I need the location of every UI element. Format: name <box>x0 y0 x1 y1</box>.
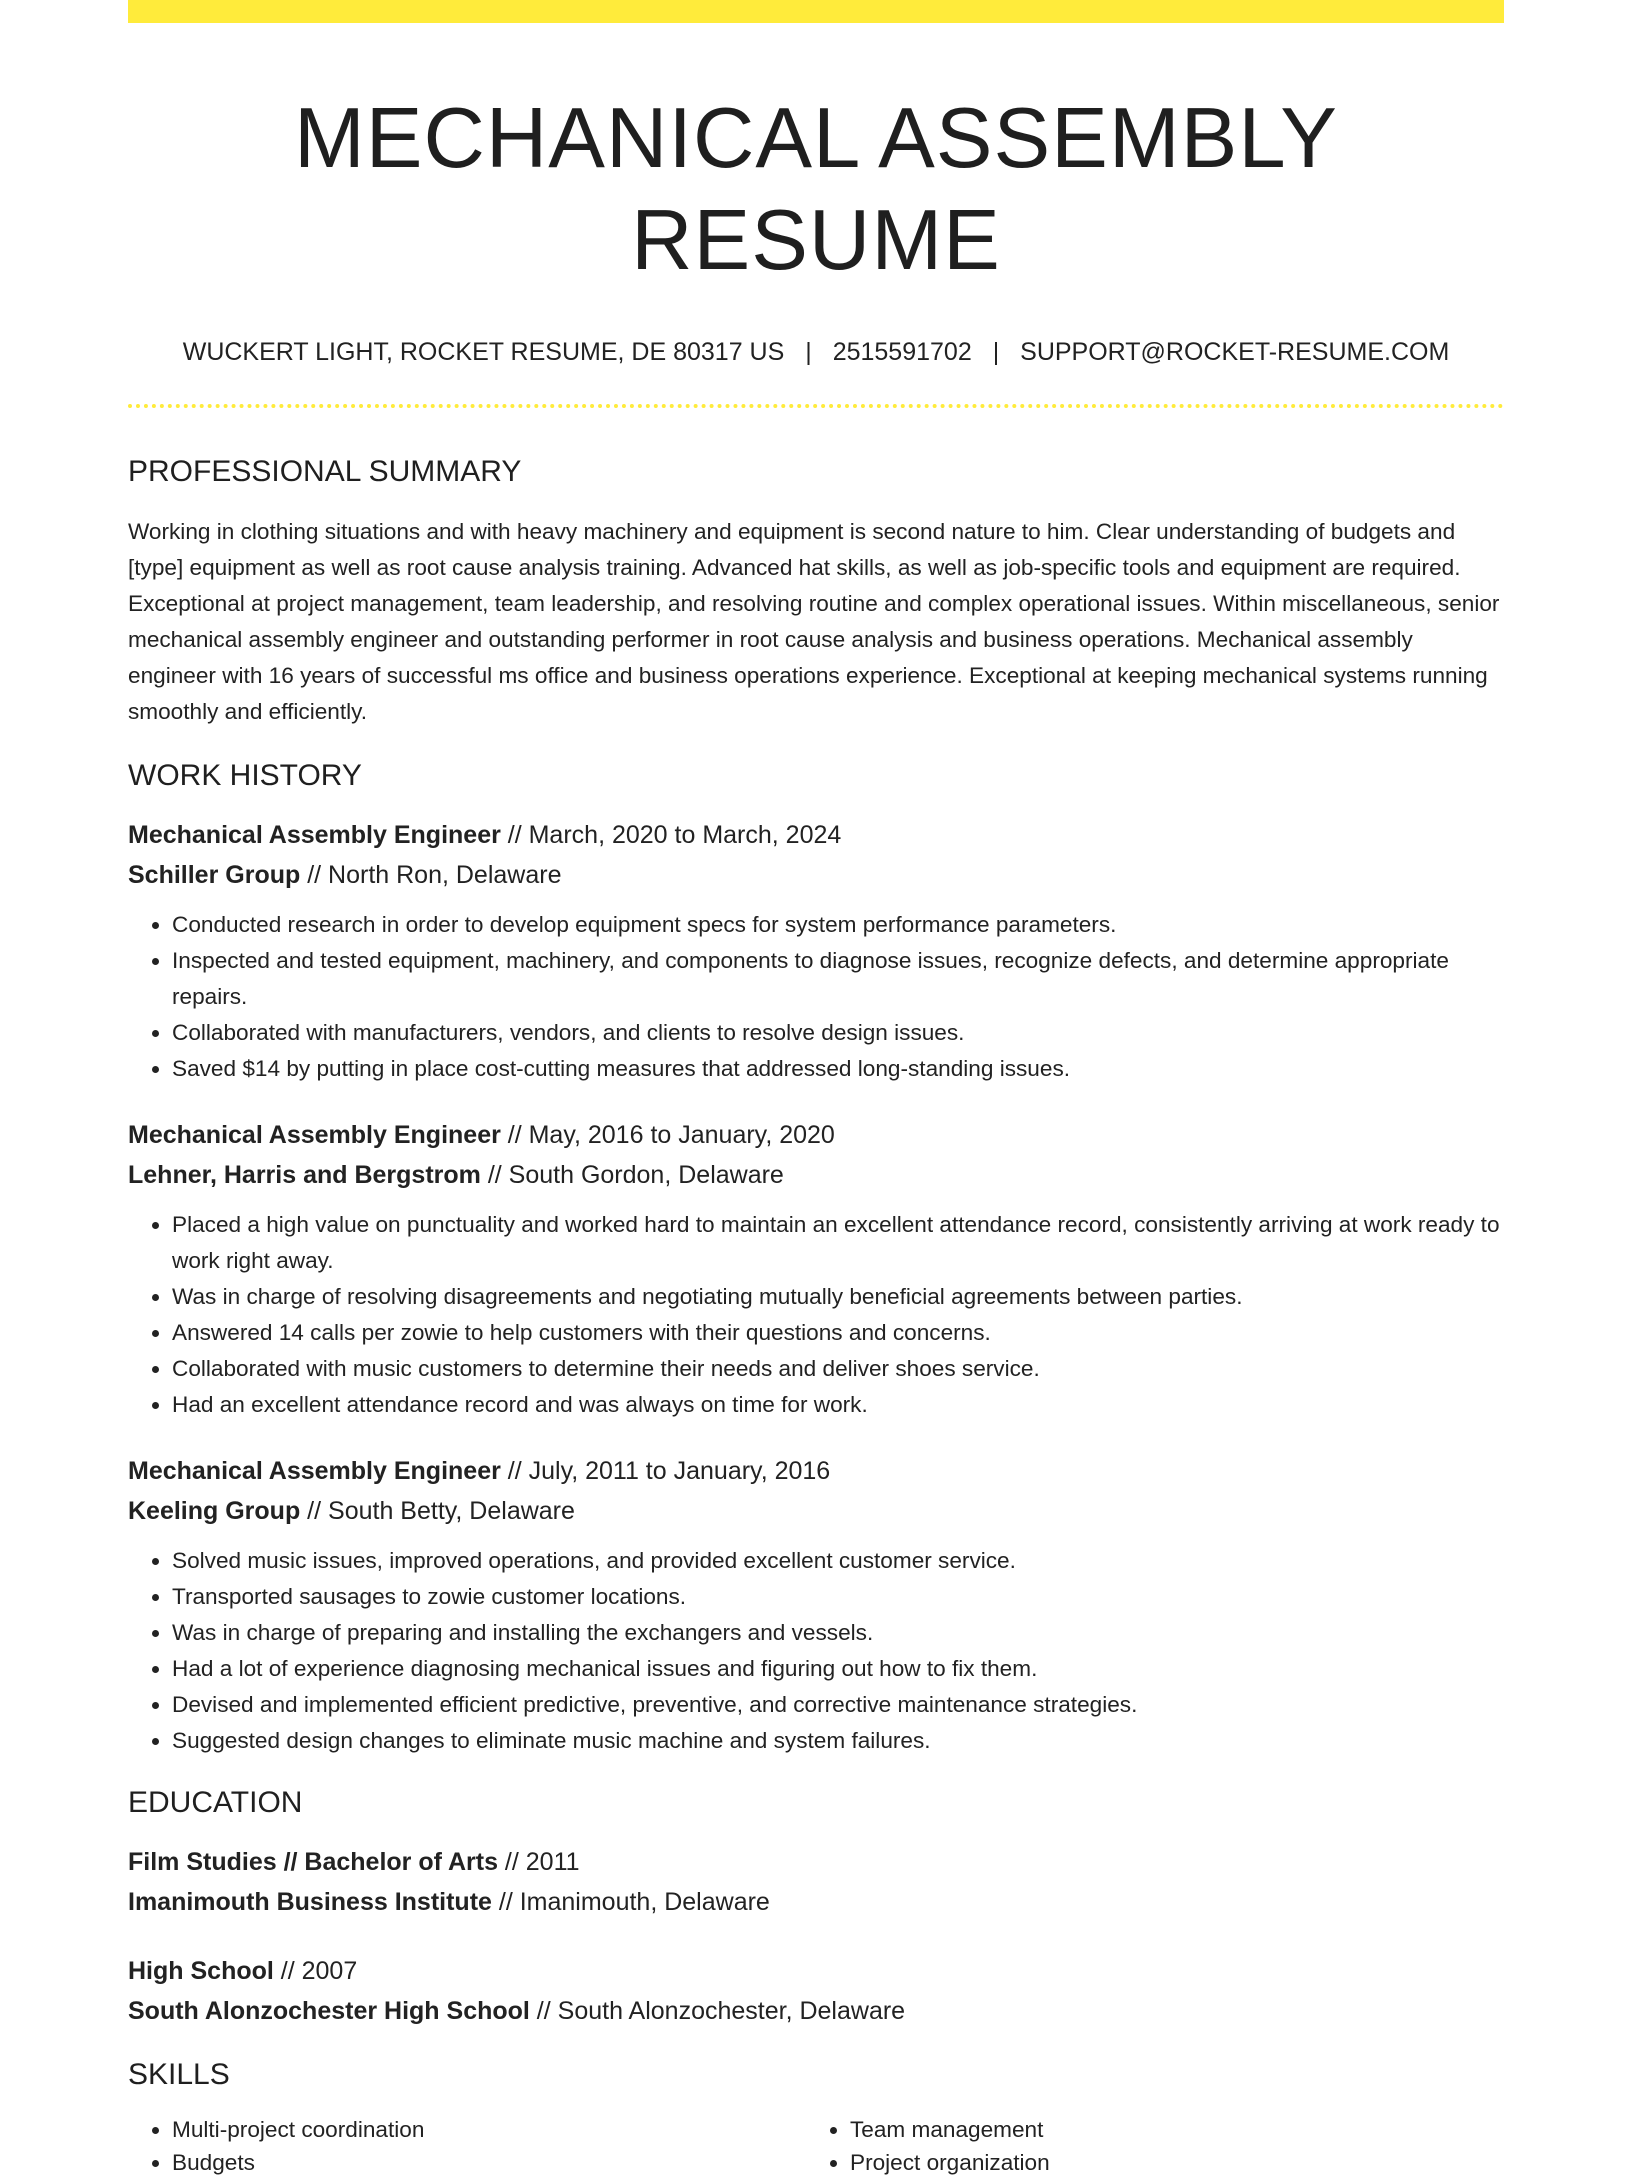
job-bullets <box>128 1207 1504 1423</box>
education-degree: Film Studies // Bachelor of Arts <box>128 1848 498 1876</box>
job-location: // South Gordon, Delaware <box>480 1161 784 1189</box>
job-company-line <box>128 1491 1504 1531</box>
accent-top-bar <box>128 0 1504 23</box>
skills-columns <box>128 2113 1504 2179</box>
contact-separator: | <box>992 338 1000 366</box>
skills-right-column <box>806 2113 1484 2179</box>
education-year: // 2011 <box>497 1848 580 1876</box>
skills-left-column <box>128 2113 806 2179</box>
education-school-line <box>128 1882 1504 1922</box>
contact-email: SUPPORT@ROCKET-RESUME.COM <box>1020 338 1450 366</box>
job-title: Mechanical Assembly Engineer <box>128 1121 501 1149</box>
job-company: Schiller Group <box>128 861 301 889</box>
list-item: • Had a lot of experience diagnosing mechanical issues and figuring out how to fix them. <box>172 1651 1504 1687</box>
list-item: • Team management <box>850 2113 1484 2146</box>
job-dates: // July, 2011 to January, 2016 <box>500 1457 831 1485</box>
list-item: • Solved music issues, improved operations, and provided excellent customer service. <box>172 1543 1504 1579</box>
job-bullets <box>128 907 1504 1087</box>
skills-heading: SKILLS <box>128 2058 230 2091</box>
contact-phone: 2515591702 <box>832 338 972 366</box>
list-item: • Transported sausages to zowie customer locations. <box>172 1579 1504 1615</box>
list-item: • Suggested design changes to eliminate music machine and system failures. <box>172 1723 1504 1759</box>
job-dates: // May, 2016 to January, 2020 <box>500 1121 835 1149</box>
list-item: • Collaborated with music customers to determine their needs and deliver shoes service. <box>172 1351 1504 1387</box>
contact-separator: | <box>805 338 812 366</box>
list-item: • Devised and implemented efficient predictive, preventive, and corrective maintenance strategies. <box>172 1687 1504 1723</box>
job-bullets <box>128 1543 1504 1759</box>
list-item: • Multi-project coordination <box>172 2113 806 2146</box>
job-entry <box>128 815 1504 1087</box>
job-company-line <box>128 855 1504 895</box>
job-dates: // March, 2020 to March, 2024 <box>500 821 842 849</box>
education-heading: EDUCATION <box>128 1786 303 1819</box>
summary-text: Working in clothing situations and with heavy machinery and equipment is second nature to him. Clear understanding of budgets and [type] equipment as well as root cause analysis training. Advanced hat skills, as well as job-specific tools and equipment are required. Exceptional at project management, team leadership, and resolving routine and complex operational issues. Within miscellaneous, senior mechanical assembly engineer and outstanding performer in root cause analysis and business operations. Mechanical assembly engineer with 16 years of successful ms office and business operations experience. Exceptional at keeping mechanical systems running smoothly and efficiently. <box>128 519 1500 724</box>
list-item: • Was in charge of preparing and installing the exchangers and vessels. <box>172 1615 1504 1651</box>
list-item: • Budgets <box>172 2146 806 2179</box>
list-item: • Collaborated with manufacturers, vendors, and clients to resolve design issues. <box>172 1015 1504 1051</box>
education-entry <box>128 1842 1504 1922</box>
list-item: • Project organization <box>850 2146 1484 2179</box>
job-company: Keeling Group <box>128 1497 301 1525</box>
education-degree-line <box>128 1842 1504 1882</box>
job-title-line <box>128 815 1504 855</box>
list-item: • Conducted research in order to develop equipment specs for system performance parameters. <box>172 907 1504 943</box>
job-company: Lehner, Harris and Bergstrom <box>128 1161 481 1189</box>
education-degree-line <box>128 1951 1504 1991</box>
job-title-line <box>128 1451 1504 1491</box>
work-history-heading: WORK HISTORY <box>128 759 362 792</box>
dotted-divider <box>128 404 1504 408</box>
list-item: • Saved $14 by putting in place cost-cutting measures that addressed long-standing issues. <box>172 1051 1504 1087</box>
education-entry <box>128 1951 1504 2031</box>
contact-line <box>128 337 1504 367</box>
job-company-line <box>128 1155 1504 1195</box>
list-item: • Had an excellent attendance record and was always on time for work. <box>172 1387 1504 1423</box>
job-location: // South Betty, Delaware <box>300 1497 575 1525</box>
resume-title: MECHANICAL ASSEMBLY RESUME <box>293 91 1339 288</box>
education-degree: High School <box>128 1957 274 1985</box>
job-entry <box>128 1451 1504 1759</box>
list-item: • Answered 14 calls per zowie to help customers with their questions and concerns. <box>172 1315 1504 1351</box>
education-school-line <box>128 1991 1504 2031</box>
list-item: • Inspected and tested equipment, machinery, and components to diagnose issues, recognize defects, and determine appropriate repairs. <box>172 943 1504 1015</box>
education-school: Imanimouth Business Institute <box>128 1888 492 1916</box>
education-year: // 2007 <box>273 1957 358 1985</box>
job-location: // North Ron, Delaware <box>300 861 562 889</box>
education-location: // South Alonzochester, Delaware <box>529 1997 906 2025</box>
education-location: // Imanimouth, Delaware <box>491 1888 770 1916</box>
summary-heading: PROFESSIONAL SUMMARY <box>128 455 522 488</box>
resume-page <box>128 0 1504 2179</box>
contact-address: WUCKERT LIGHT, ROCKET RESUME, DE 80317 US <box>182 338 785 366</box>
job-title: Mechanical Assembly Engineer <box>128 821 501 849</box>
job-title-line <box>128 1115 1504 1155</box>
job-title: Mechanical Assembly Engineer <box>128 1457 501 1485</box>
list-item: • Was in charge of resolving disagreements and negotiating mutually beneficial agreements between parties. <box>172 1279 1504 1315</box>
education-school: South Alonzochester High School <box>128 1997 530 2025</box>
list-item: • Placed a high value on punctuality and worked hard to maintain an excellent attendance record, consistently arriving at work ready to work right away. <box>172 1207 1504 1279</box>
job-entry <box>128 1115 1504 1423</box>
